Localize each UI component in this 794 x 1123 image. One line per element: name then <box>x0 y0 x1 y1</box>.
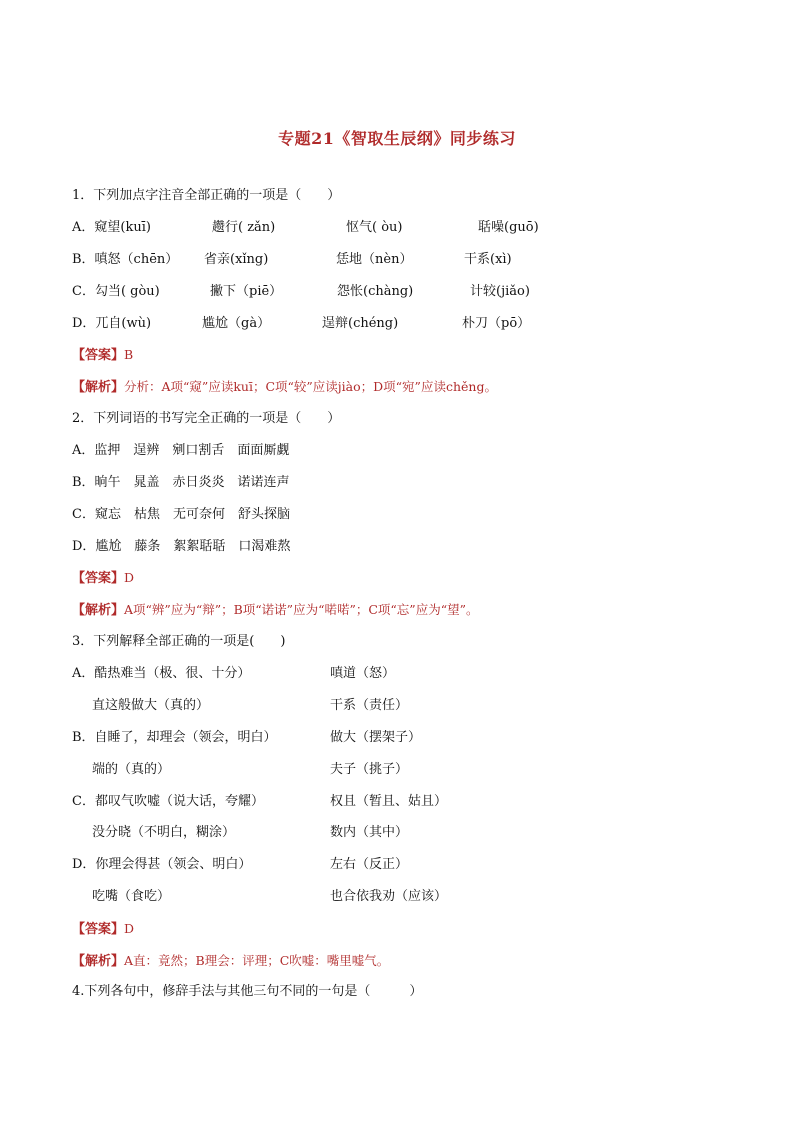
question-3-row-1 <box>72 664 732 684</box>
row-6-left: 没分晓（不明白，糊涂） <box>92 825 236 840</box>
question-3-answer <box>72 919 134 940</box>
row-3-right: 做大（摆架子） <box>330 730 422 745</box>
option-a-item-3: 怄气( òu) <box>346 220 403 235</box>
page-title: 专题21《智取生辰纲》同步练习 <box>278 129 516 148</box>
answer-value: D <box>124 570 135 585</box>
option-b-item-2: 省亲(xǐng) <box>204 252 269 267</box>
row-1-left: A．酷热难当（极、很、十分） <box>72 666 251 681</box>
option-a-item-2: 趱行( zǎn) <box>212 220 276 235</box>
row-1-right: 嗔道（怒） <box>330 666 396 681</box>
row-4-right: 夫子（挑子） <box>330 762 409 777</box>
answer-tag: 【答案】 <box>72 571 125 586</box>
question-4-stem: 4.下列各句中，修辞手法与其他三句不同的一句是（ ） <box>72 984 423 999</box>
analysis-tag: 【解析】 <box>72 954 125 969</box>
row-8-right: 也合依我劝（应该） <box>330 889 448 904</box>
answer-value: B <box>124 347 134 362</box>
question-3-row-5 <box>72 792 732 812</box>
option-c-item-1: C．勾当( gòu) <box>72 284 160 299</box>
question-3-row-8 <box>72 887 732 907</box>
analysis-tag: 【解析】 <box>72 380 125 395</box>
row-3-left: B．自睡了，却理会（领会，明白） <box>72 730 277 745</box>
question-1-analysis <box>72 377 497 398</box>
question-1-option-c <box>72 282 732 302</box>
question-2-stem: 2．下列词语的书写完全正确的一项是（ ） <box>72 411 341 426</box>
row-5-left: C．都叹气吹嘘（说大话，夸耀） <box>72 794 264 809</box>
option-b-item-3: 恁地（nèn） <box>336 252 413 267</box>
question-3-row-3 <box>72 728 732 748</box>
question-3-stem: 3．下列解释全部正确的一项是( ) <box>72 634 286 649</box>
analysis-text: A项“辨”应为“辩”；B项“诺诺”应为“喏喏”；C项“忘”应为“望”。 <box>124 602 479 617</box>
row-2-left: 直这般做大（真的） <box>92 698 210 713</box>
question-2-option-a: A．监押 逞辨 剜口割舌 面面厮觑 <box>72 443 290 458</box>
option-d-item-2: 尴尬（gà） <box>202 316 271 331</box>
question-2-option-d: D．尴尬 藤条 絮絮聒聒 口渴难熬 <box>72 539 291 554</box>
option-c-item-4: 计较(jiǎo) <box>470 284 530 299</box>
question-3-row-2 <box>72 696 732 716</box>
option-c-item-2: 撇下（piē） <box>210 284 283 299</box>
row-6-right: 数内（其中） <box>330 825 409 840</box>
answer-tag: 【答案】 <box>72 922 125 937</box>
answer-value: D <box>124 921 135 936</box>
question-2-option-b: B．晌午 晁盖 赤日炎炎 诺诺连声 <box>72 475 290 490</box>
option-d-item-1: D．兀自(wù) <box>72 316 152 331</box>
option-d-item-3: 逞辩(chéng) <box>322 316 399 331</box>
answer-tag: 【答案】 <box>72 348 125 363</box>
question-2-option-c: C．窥忘 枯焦 无可奈何 舒头探脑 <box>72 507 290 522</box>
analysis-text: 分析：A项“窥”应读kuī；C项“较”应读jiào；D项“宛”应读chěng。 <box>124 379 497 394</box>
question-2-analysis <box>72 600 478 621</box>
question-1-answer <box>72 345 133 366</box>
analysis-tag: 【解析】 <box>72 603 125 618</box>
question-3-row-6 <box>72 823 732 843</box>
question-1-option-b <box>72 250 732 270</box>
option-a-item-4: 聒噪(guō) <box>478 220 539 235</box>
row-7-right: 左右（反正） <box>330 857 409 872</box>
option-d-item-4: 朴刀（pō） <box>462 316 531 331</box>
question-1-option-d <box>72 314 732 334</box>
question-1-stem: 1．下列加点字注音全部正确的一项是（ ） <box>72 188 341 203</box>
option-c-item-3: 怨怅(chàng) <box>337 284 414 299</box>
question-3-row-7 <box>72 855 732 875</box>
analysis-text: A直：竟然；B理会：评理；C吹嘘：嘴里嘘气。 <box>124 953 390 968</box>
option-a-item-1: A．窥望(kuī) <box>72 220 151 235</box>
row-4-left: 端的（真的） <box>92 762 171 777</box>
option-b-item-4: 干系(xì) <box>464 252 512 267</box>
question-3-analysis <box>72 951 389 972</box>
row-8-left: 吃嘴（食吃） <box>92 889 171 904</box>
row-2-right: 干系（责任） <box>330 698 409 713</box>
option-b-item-1: B．嗔怒（chēn） <box>72 252 179 267</box>
row-7-left: D．你理会得甚（领会、明白） <box>72 857 252 872</box>
question-1-option-a <box>72 218 732 238</box>
question-3-row-4 <box>72 760 732 780</box>
row-5-right: 权且（暂且、姑且） <box>330 794 448 809</box>
question-2-answer <box>72 568 134 589</box>
